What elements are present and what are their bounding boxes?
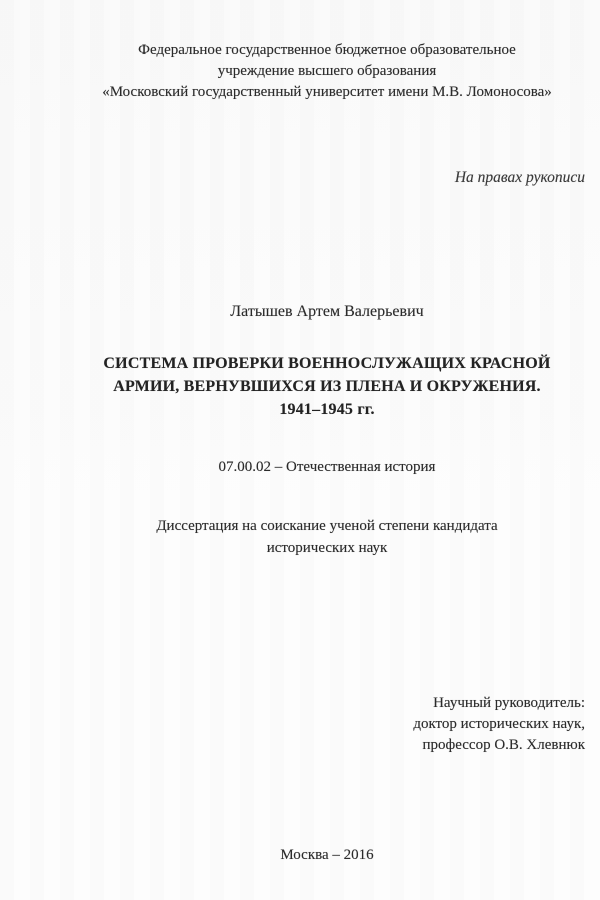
degree-line-1: Диссертация на соискание ученой степени кандидата xyxy=(156,518,498,534)
institution-line-2: учреждение высшего образования xyxy=(217,63,437,79)
supervisor-degree: доктор исторических наук, xyxy=(413,716,585,732)
supervisor-label: Научный руководитель: xyxy=(433,695,585,711)
supervisor-name: профессор О.В. Хлевнюк xyxy=(422,737,585,753)
institution-line-1: Федеральное государственное бюджетное образовательное xyxy=(138,42,516,58)
title-line-3: 1941–1945 гг. xyxy=(279,401,375,418)
supervisor-block xyxy=(54,693,600,756)
title-line-2: АРМИИ, ВЕРНУВШИХСЯ ИЗ ПЛЕНА И ОКРУЖЕНИЯ. xyxy=(113,378,541,395)
institution-line-3: «Московский государственный университет имени М.В. Ломоносова» xyxy=(102,84,552,100)
institution-header xyxy=(54,40,600,103)
degree-statement xyxy=(54,515,600,559)
dissertation-title xyxy=(54,352,600,421)
author-name: Латышев Артем Валерьевич xyxy=(230,303,424,320)
manuscript-rights-note: На правах рукописи xyxy=(454,169,585,186)
title-line-1: СИСТЕМА ПРОВЕРКИ ВОЕННОСЛУЖАЩИХ КРАСНОЙ xyxy=(103,355,551,372)
city-year: Москва – 2016 xyxy=(280,847,374,863)
specialty-code: 07.00.02 – Отечественная история xyxy=(218,459,436,475)
degree-line-2: исторических наук xyxy=(266,540,388,556)
